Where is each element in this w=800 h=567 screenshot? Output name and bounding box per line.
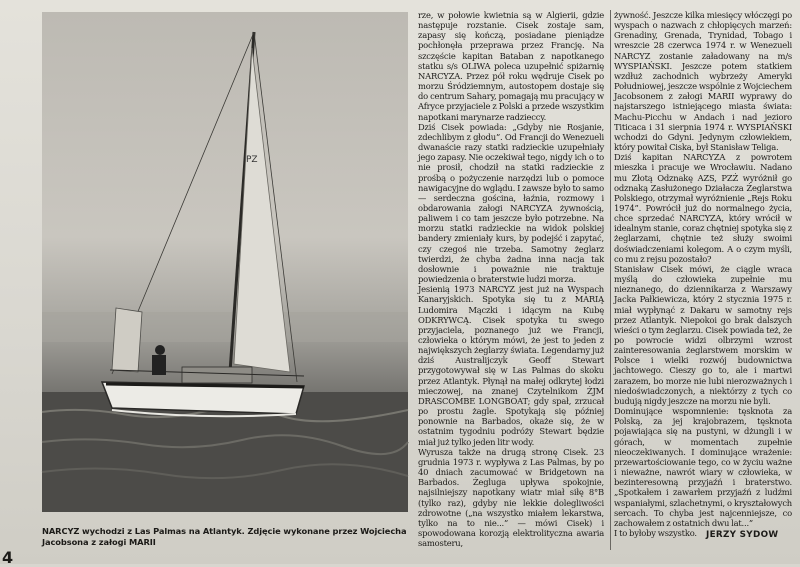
article-column-2: żywność. Jeszcze kilka miesięcy włóczęgi po wyspach o nazwach z chłopięcych marzeń: Grenadiny, Grenada, Trynidad, Tobago i wreszcie 28 czerwca 1974 r. w Wenezueli NARCYZ zostanie załadowany na m/s WYSPIAŃSKI. Jeszcze potem statkiem wzdłuż zachodnich wybrzeży Ameryki Południowej, jeszcze wspólnie z Wojciechem Jacobsonem z załogi MARII wyprawy do najstarszego istniejącego miasta świata: Machu-Picchu w Andach i nad jezioro Titicaca i 31 sierpnia 1974 r. WYSPIAŃSKI wchodzi do Gdyni. Jedynym człowiekiem, który powitał Ciska, był Stanisław Teliga. Dziś kapitan NARCYZA z powrotem mieszka i pracuje we Wrocławiu. Nadano mu Złotą Odznakę AZS, PZŻ wyróżnił go odznaką Zasłużonego Działacza Żeglarstwa Polskiego, otrzymał wyróżnienie „Rejs Roku 1974”. Powrócił już do normalnego życia, chce sprzedać NARCYZA, który wrócił w idealnym stanie, coraz chętniej spotyka się z żeglarzami, chętnie też służy swoimi doświadczeniami kolegom. A o czym myśli, co mu z rejsu pozostało? Stanisław Cisek mówi, że ciągle wraca myślą do człowieka zupełnie mu nieznanego, do dziennikarza z Warszawy Jacka Pałkiewicza, który 2 stycznia 1975 r. miał wypłynąć z Dakaru w samotny rejs przez Atlantyk. Niepokoi go brak dalszych wieści o tym żeglarzu. Cisek powiada też, że po powrocie widzi olbrzymi wzrost zainteresowania żeglarstwem morskim w Polsce i wielki rozwój budownictwa jachtowego. Cieszy go to, ale i martwi zarazem, bo morze nie lubi nierozważnych i niedoświadczonych, a niektórzy z tych co budują nigdy jeszcze na morzu nie byli. Dominujące wspomnienie: tęsknota za Polską, za jej krajobrazem, tęsknota pojawiająca się na pustyni, w dżungli i w górach, w momentach zupełnie nieoczekiwanych. I dominujące wrażenie: przewartościowanie tego, co w życiu ważne i nieważne, nawrót wiary w człowieka, w bezinteresowną przyjaźń i braterstwo. „Spotkałem i zawarłem przyjaźń z ludźmi wspaniałymi, szlachetnymi, o kryształowych sercach. To chyba jest najcenniejsze, co zachowałem z ostatnich dwu lat...” I to byłoby wszystko.: [614, 10, 792, 538]
article-column-1: rze, w połowie kwietnia są w Algierii, gdzie następuje rozstanie. Cisek zostaje sam, zapasy się kończą, posiadane pieniądze pochłonęła przeprawa przez Francję. Na szczęście kapitan Bataban z napotkanego statku s/s OLIWA poleca uzupełnić spiżarnię NARCYZA. Przez pół roku wędruje Cisek po morzu Śródziemnym, autostopem dostaje się do centrum Sahary, pomagają mu pracujący w Afryce przyjaciele z Polski a przede wszystkim napotkani marynarze radzieccy. Dziś Cisek powiada: „Gdyby nie Rosjanie, zdechlibym z głodu”. Od Francji do Wenezueli dwanaście razy statki radzieckie uzupełniały jego zapasy. Nie oczekiwał tego, nigdy ich o to nie prosił, chodził na statki radzieckie z prośbą o pożyczenie narzędzi lub o pomoce nawigacyjne do wglądu. I zawsze było to samo — serdeczna gościna, łaźnia, rozmowy i obdarowania załogi NARCYZA żywnością, paliwem i co tam jeszcze było potrzebne. Na morzu statki radzieckie na widok polskiej bandery zmieniały kurs, by podejść i zapytać, czy czegoś nie trzeba. Samotny żeglarz twierdzi, że chyba żadna inna nacja tak dosłownie i poważnie nie traktuje powiedzenia o braterstwie ludzi morza. Jesienią 1973 NARCYZ jest już na Wyspach Kanaryjskich. Spotyka się tu z MARIĄ Ludomira Mączki i idącym na Kubę ODKRYWCĄ. Cisek spotyka tu swego przyjaciela, poznanego już we Francji, człowieka o którym mówi, że jest to jeden z największych żeglarzy świata. Legendarny już dziś Australijczyk Geoff Stewart przygotowywał się w Las Palmas do skoku przez Atlantyk. Płynął na małej odkrytej łodzi mieczowej, na znanej Czytelnikom ŻJM DRASCOMBE LONGBOAT; gdy spał, zrzucał po prostu żagle. Spotykają się później ponownie na Barbados, okaże się, że w ostatnim tygodniu podróży Stewart będzie miał już tylko jeden litr wody. Wyrusza także na drugą stronę Cisek. 23 grudnia 1973 r. wypływa z Las Palmas, by po 40 dniach zacumować w Bridgetown na Barbados. Żegluga upływa spokojnie, najsilniejszy napotkany wiatr miał siłę 8°B (tylko raz), gdyby nie lekkie dolegliwości zdrowotne („na wszystko miałem lekarstwa, tylko na to nie...” — mówi Cisek) i spowodowana korozją elektrolityczna awaria samosteru,: [418, 10, 604, 549]
author-signature: JERZY SYDOW: [706, 530, 779, 540]
yacht-illustration: [42, 12, 408, 512]
page-number: 4: [2, 548, 14, 567]
column-divider: [610, 10, 611, 550]
photo-caption: NARCYZ wychodzi z Las Palmas na Atlantyk. Zdjęcie wykonane przez Wojciecha Jacobsona z załogi MARII: [42, 526, 407, 547]
sail-number: PZ: [246, 155, 258, 165]
yacht-photo: [42, 12, 408, 512]
